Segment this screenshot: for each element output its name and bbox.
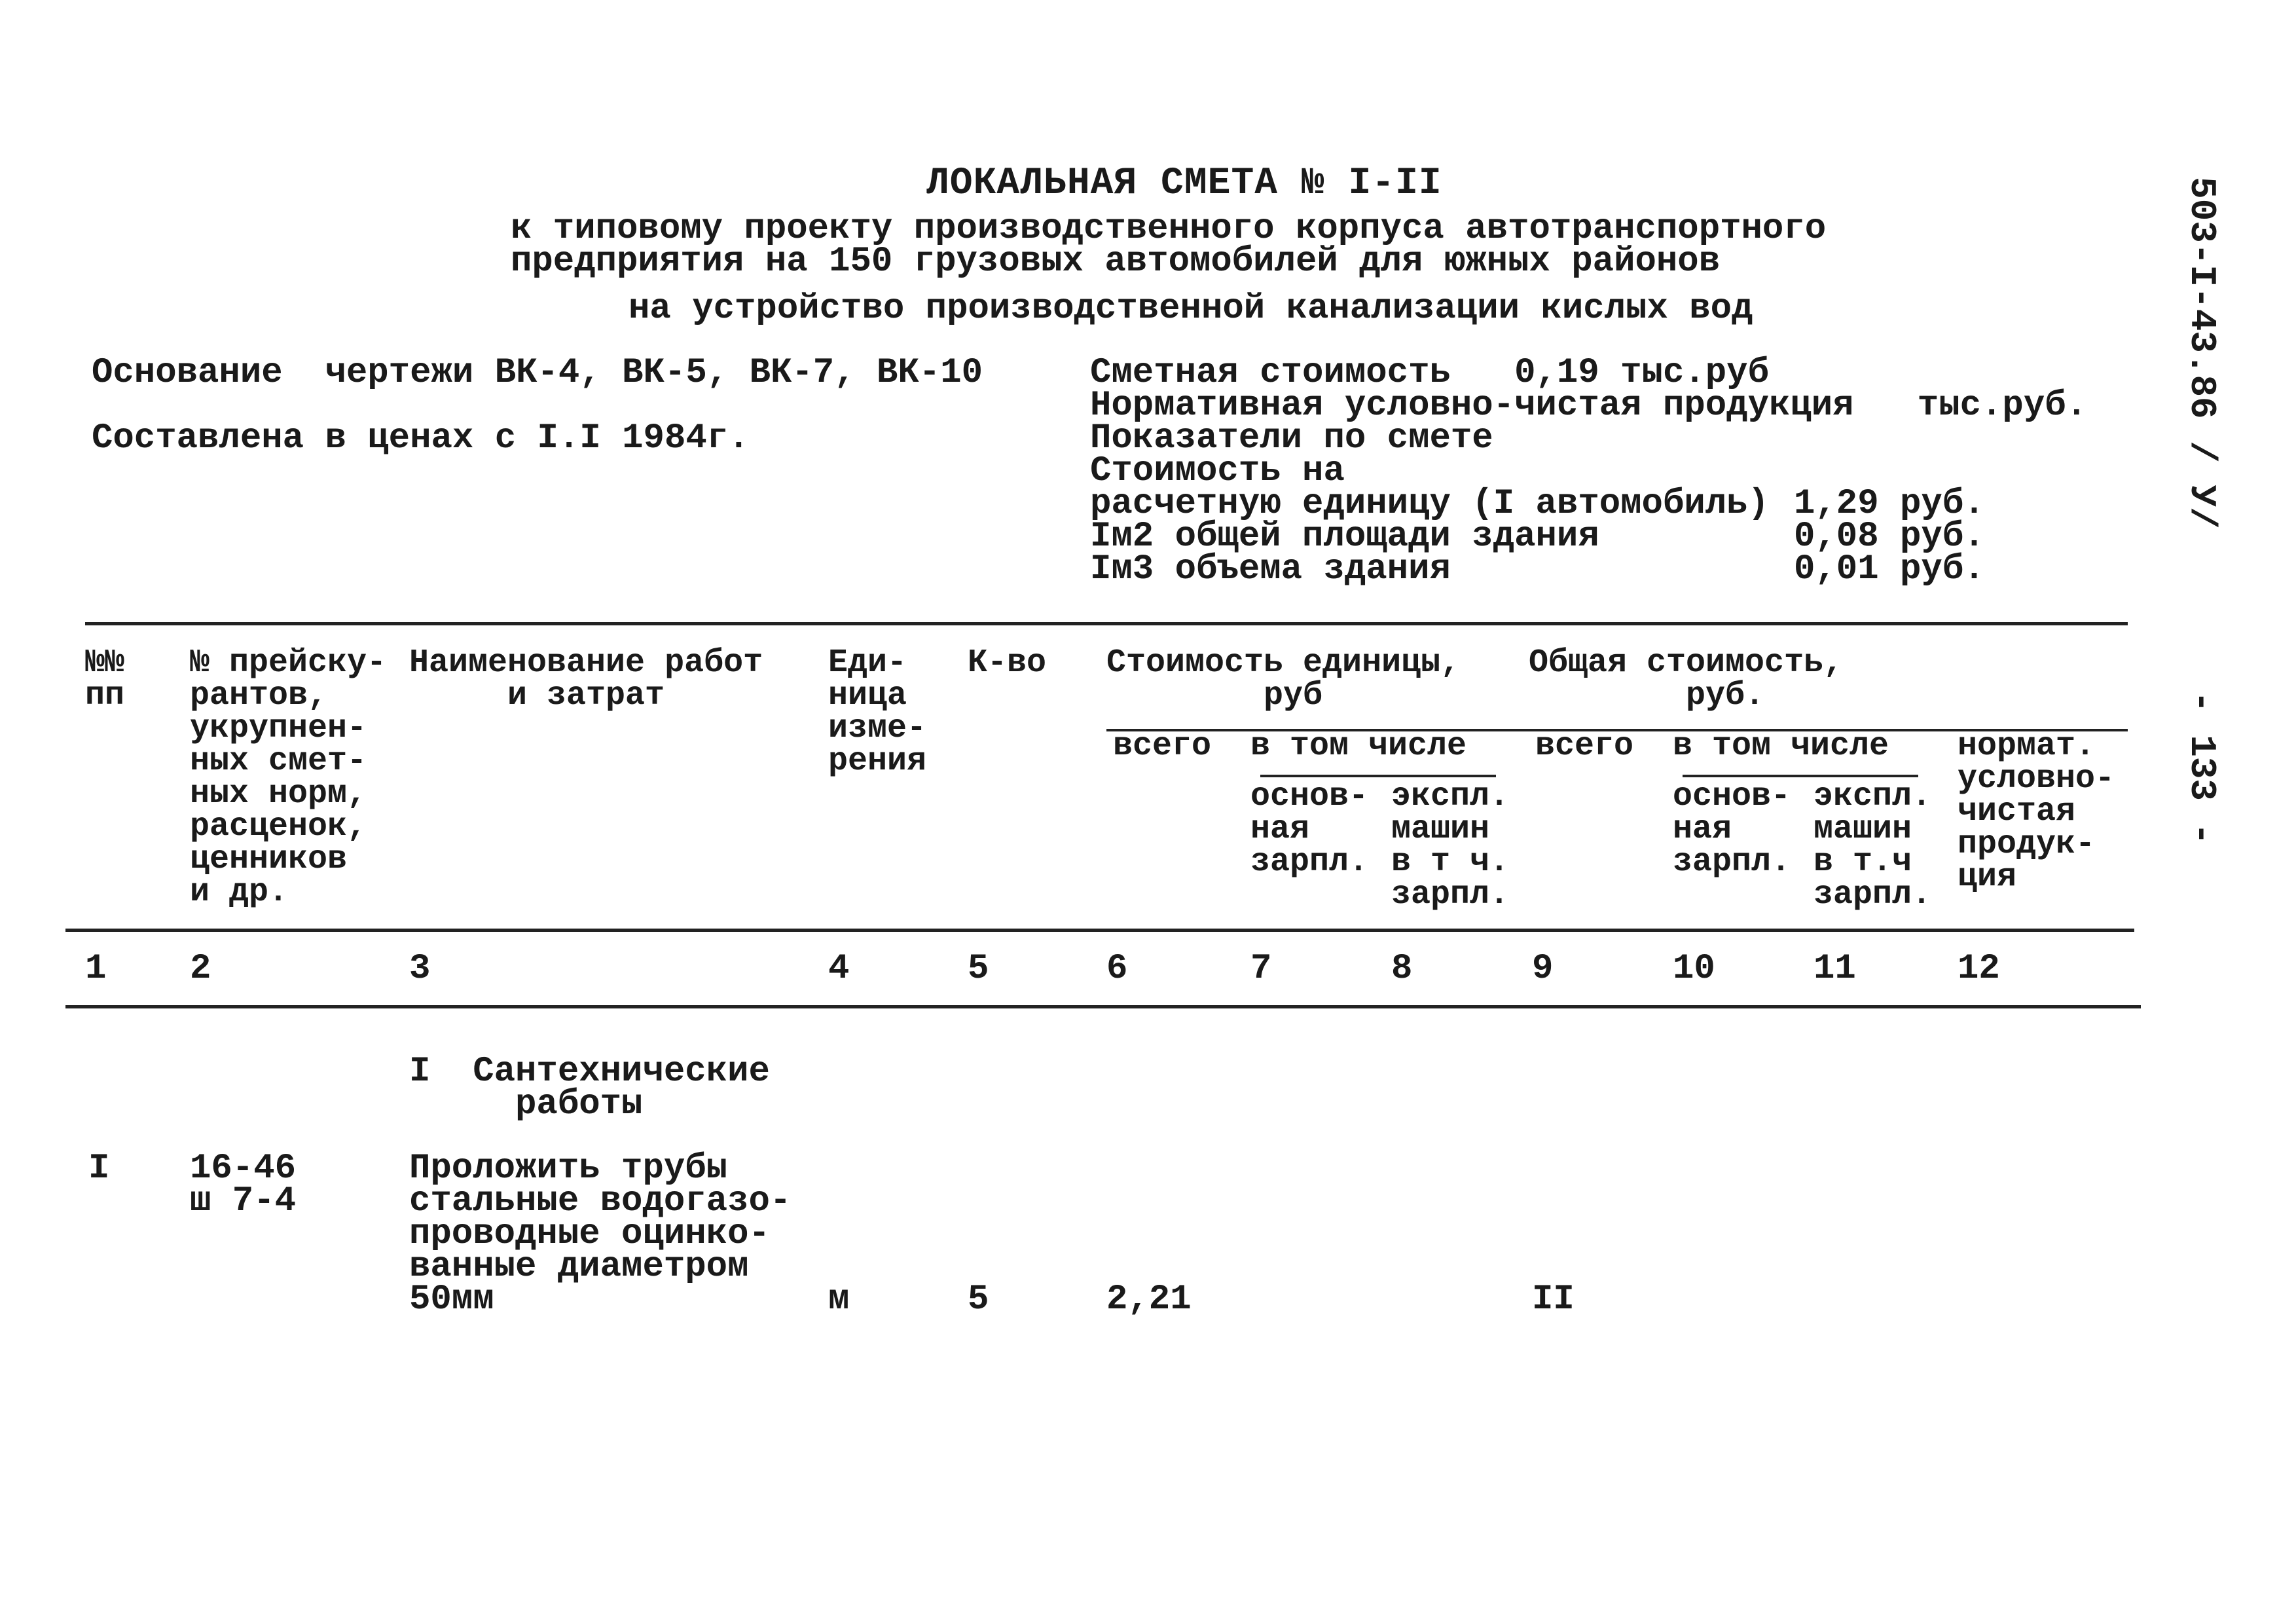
header-col7: основ- ная зарпл. bbox=[1250, 778, 1369, 881]
header-total-cost: Общая стоимость, руб. bbox=[1529, 644, 1844, 714]
incl-underline-1 bbox=[1260, 775, 1496, 777]
colnum-5: 5 bbox=[968, 949, 989, 989]
per-m2-value: 0,08 руб. bbox=[1794, 517, 1985, 557]
colnum-8: 8 bbox=[1391, 949, 1413, 989]
row-code: 16-46 ш 7-4 bbox=[190, 1149, 297, 1221]
row-total: II bbox=[1532, 1280, 1575, 1320]
purpose-line: на устройство производственной канализации кислых вод bbox=[629, 289, 1753, 329]
page-number-side: - 133 - bbox=[2181, 691, 2223, 845]
colnum-1: 1 bbox=[85, 949, 107, 989]
header-col8: экспл. машин в т ч. зарпл. bbox=[1391, 778, 1510, 913]
header-col12: нормат. условно- чистая продук- ция bbox=[1958, 728, 2115, 896]
colnum-bottom-rule bbox=[65, 1005, 2141, 1008]
cost-per-label: Стоимость на bbox=[1090, 451, 1345, 491]
header-incl-unit: в том числе bbox=[1250, 728, 1467, 765]
colnum-4: 4 bbox=[828, 949, 850, 989]
colnum-10: 10 bbox=[1673, 949, 1715, 989]
normative-product: Нормативная условно-чистая продукция тыс.руб. bbox=[1090, 386, 2088, 426]
prices-text: Составлена в ценах с I.I 1984г. bbox=[92, 418, 750, 458]
per-m3-label: Iм3 объема здания bbox=[1090, 549, 1451, 589]
header-col3: Наименование работ и затрат bbox=[409, 644, 763, 714]
header-col1: №№ пп bbox=[85, 644, 125, 714]
estimated-cost: Сметная стоимость 0,19 тыс.руб bbox=[1090, 353, 1769, 393]
subtitle-line-2: предприятия на 150 грузовых автомобилей для южных районов bbox=[511, 242, 1721, 282]
header-unit-cost: Стоимость единицы, руб bbox=[1106, 644, 1461, 714]
colnum-6: 6 bbox=[1106, 949, 1128, 989]
per-unit-value: 1,29 руб. bbox=[1794, 484, 1985, 524]
row-work-name: Проложить трубы стальные водогазо- проводные оцинко- ванные диаметром 50мм bbox=[409, 1149, 792, 1320]
header-incl-total: в том числе bbox=[1673, 728, 1889, 765]
incl-underline-2 bbox=[1683, 775, 1918, 777]
header-col5: К-во bbox=[968, 644, 1047, 682]
document-code-side: 503-I-43.86 / У/ bbox=[2181, 177, 2223, 529]
document-title: ЛОКАЛЬНАЯ СМЕТА № I-II bbox=[926, 162, 1442, 205]
per-unit-label: расчетную единицу (I автомобиль) bbox=[1090, 484, 1769, 524]
header-col6: всего bbox=[1113, 728, 1212, 765]
indicators-label: Показатели по смете bbox=[1090, 418, 1493, 458]
colnum-3: 3 bbox=[409, 949, 431, 989]
header-col4: Еди- ница изме- рения bbox=[828, 644, 927, 780]
per-m2-label: Iм2 общей площади здания bbox=[1090, 517, 1599, 557]
header-col9: всего bbox=[1535, 728, 1634, 765]
header-col10: основ- ная зарпл. bbox=[1673, 778, 1791, 881]
colnum-9: 9 bbox=[1532, 949, 1554, 989]
row-quantity: 5 bbox=[968, 1280, 989, 1320]
section-title: I Сантехнические работы bbox=[409, 1052, 770, 1124]
subtitle-line-1: к типовому проекту производственного корпуса автотранспортного bbox=[511, 209, 1827, 249]
row-unit: м bbox=[828, 1280, 850, 1320]
header-bottom-rule bbox=[65, 929, 2134, 932]
colnum-2: 2 bbox=[190, 949, 211, 989]
colnum-11: 11 bbox=[1813, 949, 1856, 989]
row-unit-total: 2,21 bbox=[1106, 1280, 1192, 1320]
per-m3-value: 0,01 руб. bbox=[1794, 549, 1985, 589]
table-top-rule bbox=[85, 622, 2128, 625]
colnum-7: 7 bbox=[1250, 949, 1272, 989]
header-col11: экспл. машин в т.ч зарпл. bbox=[1813, 778, 1932, 913]
row-number: I bbox=[88, 1149, 110, 1189]
header-col2: № прейску- рантов, укрупнен- ных смет- ных норм, расценок, ценников и др. bbox=[190, 644, 387, 911]
colnum-12: 12 bbox=[1958, 949, 2000, 989]
basis-text: Основание чертежи ВК-4, ВК-5, ВК-7, ВК-10 bbox=[92, 353, 983, 393]
